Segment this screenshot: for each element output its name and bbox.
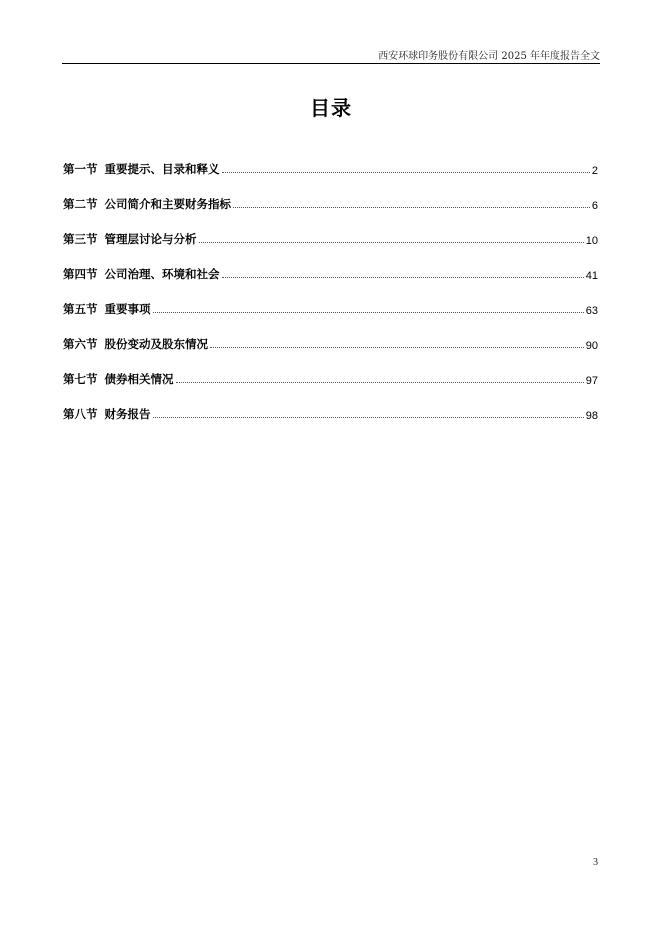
toc-entry-number: 第八节	[63, 407, 98, 421]
toc-entry-page: 10	[585, 235, 598, 247]
toc-entry-number: 第二节	[63, 197, 98, 211]
toc-entry-name: 财务报告	[104, 407, 151, 421]
toc-entry-number: 第七节	[63, 372, 98, 386]
toc-dot-leader	[222, 277, 584, 278]
toc-title: 目录	[310, 96, 352, 120]
toc-dot-leader	[233, 207, 590, 208]
toc-entry-name: 重要事项	[104, 302, 151, 316]
toc-dot-leader	[210, 347, 584, 348]
toc-entry[interactable]	[63, 402, 598, 422]
toc-entry-page: 41	[585, 270, 598, 282]
toc-entry-page: 63	[585, 305, 598, 317]
toc-entry-name: 公司治理、环境和社会	[104, 267, 220, 281]
toc-entry-name: 债券相关情况	[104, 372, 174, 386]
toc-entry-page: 97	[585, 375, 598, 387]
toc-entry-name: 重要提示、目录和释义	[104, 162, 220, 176]
toc-entry[interactable]	[63, 157, 598, 177]
toc-dot-leader	[176, 382, 584, 383]
toc-entry-page: 2	[591, 165, 598, 177]
toc-entry-page: 98	[585, 410, 598, 422]
toc-entry-number: 第一节	[63, 162, 98, 176]
toc-entry[interactable]	[63, 227, 598, 247]
toc-entry-number: 第五节	[63, 302, 98, 316]
toc-dot-leader	[153, 312, 584, 313]
toc-entry-name: 股份变动及股东情况	[104, 337, 208, 351]
header-rule	[62, 63, 600, 64]
running-header: 西安环球印务股份有限公司 2025 年年度报告全文	[378, 51, 600, 62]
toc-entry[interactable]	[63, 262, 598, 282]
toc-dot-leader	[222, 172, 590, 173]
toc-entry-number: 第三节	[63, 232, 98, 246]
toc-entry[interactable]	[63, 297, 598, 317]
toc-entry-page: 90	[585, 340, 598, 352]
toc-entry-number: 第四节	[63, 267, 98, 281]
page-number: 3	[593, 857, 598, 868]
toc-entry[interactable]	[63, 367, 598, 387]
toc-entry[interactable]	[63, 332, 598, 352]
toc-dot-leader	[153, 417, 584, 418]
toc-entry-number: 第六节	[63, 337, 98, 351]
toc-dot-leader	[199, 242, 584, 243]
toc-entry-name: 管理层讨论与分析	[104, 232, 197, 246]
toc-entry-name: 公司简介和主要财务指标	[104, 197, 231, 211]
toc-entry[interactable]	[63, 192, 598, 212]
toc-list	[63, 157, 598, 437]
toc-entry-page: 6	[591, 200, 598, 212]
